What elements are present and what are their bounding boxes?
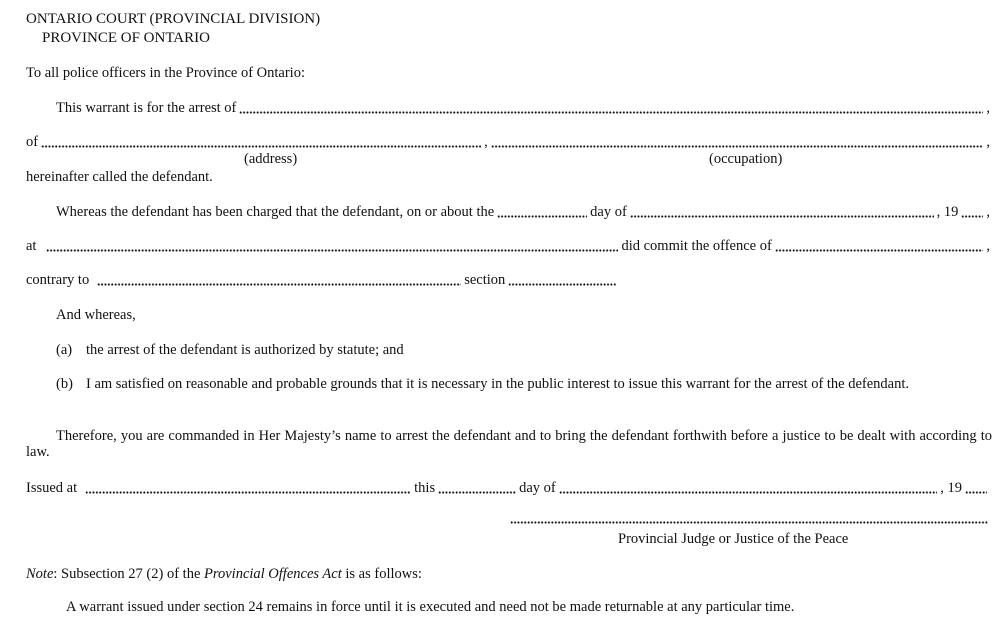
whereas-end: , (986, 204, 990, 220)
whereas-day-of: day of (590, 204, 627, 220)
issued-day-field[interactable] (438, 491, 516, 494)
issued-place-field[interactable] (85, 491, 411, 494)
clause-a-text: the arrest of the defendant is authorized by statute; and (86, 342, 404, 358)
issued-day-of: day of (519, 480, 556, 496)
occupation-field[interactable] (491, 145, 984, 148)
court-name: ONTARIO COURT (PROVINCIAL DIVISION) (26, 11, 321, 27)
issued-this: this (414, 480, 436, 496)
of-end: , (986, 134, 990, 150)
issued-year-label: , 19 (940, 480, 962, 496)
whereas-year-label: , 19 (936, 204, 959, 220)
whereas-label: Whereas the defendant has been charged that the defendant, on or about the (56, 204, 495, 220)
note-text-after: is as follows: (341, 566, 422, 582)
clause-b-marker: (b) (56, 376, 73, 392)
note-text-before: : Subsection 27 (2) of the (53, 566, 205, 582)
offence-field[interactable] (775, 249, 984, 252)
clause-a-marker: (a) (56, 342, 73, 358)
section-field[interactable] (508, 283, 617, 286)
charge-month-field[interactable] (630, 215, 934, 218)
offence-label: did commit the offence of (621, 238, 772, 254)
signature-line[interactable] (510, 521, 988, 524)
note-line (26, 567, 422, 582)
statute-field[interactable] (97, 283, 461, 286)
hereinafter-text: hereinafter called the defendant. (26, 169, 213, 185)
clause-b-text: I am satisfied on reasonable and probable grounds that it is necessary in the public interest to issue this warrant for the arrest of the defendant. (86, 376, 910, 392)
signature-caption: Provincial Judge or Justice of the Peace (618, 531, 849, 547)
at-end: , (986, 238, 990, 254)
defendant-name-field[interactable] (239, 111, 983, 114)
issued-year-field[interactable] (965, 491, 987, 494)
of-label: of (26, 134, 39, 150)
arrest-line (56, 101, 990, 116)
whereas-line (56, 205, 990, 220)
charge-day-field[interactable] (497, 215, 587, 218)
and-whereas: And whereas, (56, 307, 136, 323)
issued-month-field[interactable] (559, 491, 938, 494)
issued-line (26, 481, 990, 496)
of-line (26, 135, 990, 150)
arrest-label: This warrant is for the arrest of (56, 100, 237, 116)
at-label: at (26, 238, 37, 254)
section-label: section (464, 272, 506, 288)
contrary-label: contrary to (26, 272, 90, 288)
occupation-caption: (occupation) (709, 151, 783, 167)
at-line (26, 239, 990, 254)
province-name: PROVINCE OF ONTARIO (42, 30, 210, 46)
contrary-line (26, 273, 620, 288)
quoted-subsection: A warrant issued under section 24 remains in force until it is executed and need not be made returnable at any particular time. (66, 599, 795, 615)
therefore-text: Therefore, you are commanded in Her Majesty’s name to arrest the defendant and to bring the defendant forthwith before a justice to be dealt with according to law. (26, 428, 992, 460)
arrest-end: , (986, 100, 990, 116)
issued-label: Issued at (26, 480, 78, 496)
charge-year-field[interactable] (961, 215, 983, 218)
of-sep: , (484, 134, 488, 150)
address-to: To all police officers in the Province of Ontario: (26, 65, 305, 81)
address-caption: (address) (244, 151, 298, 167)
address-field[interactable] (41, 145, 481, 148)
note-label: Note (26, 566, 54, 582)
act-name: Provincial Offences Act (204, 566, 342, 582)
location-field[interactable] (46, 249, 618, 252)
